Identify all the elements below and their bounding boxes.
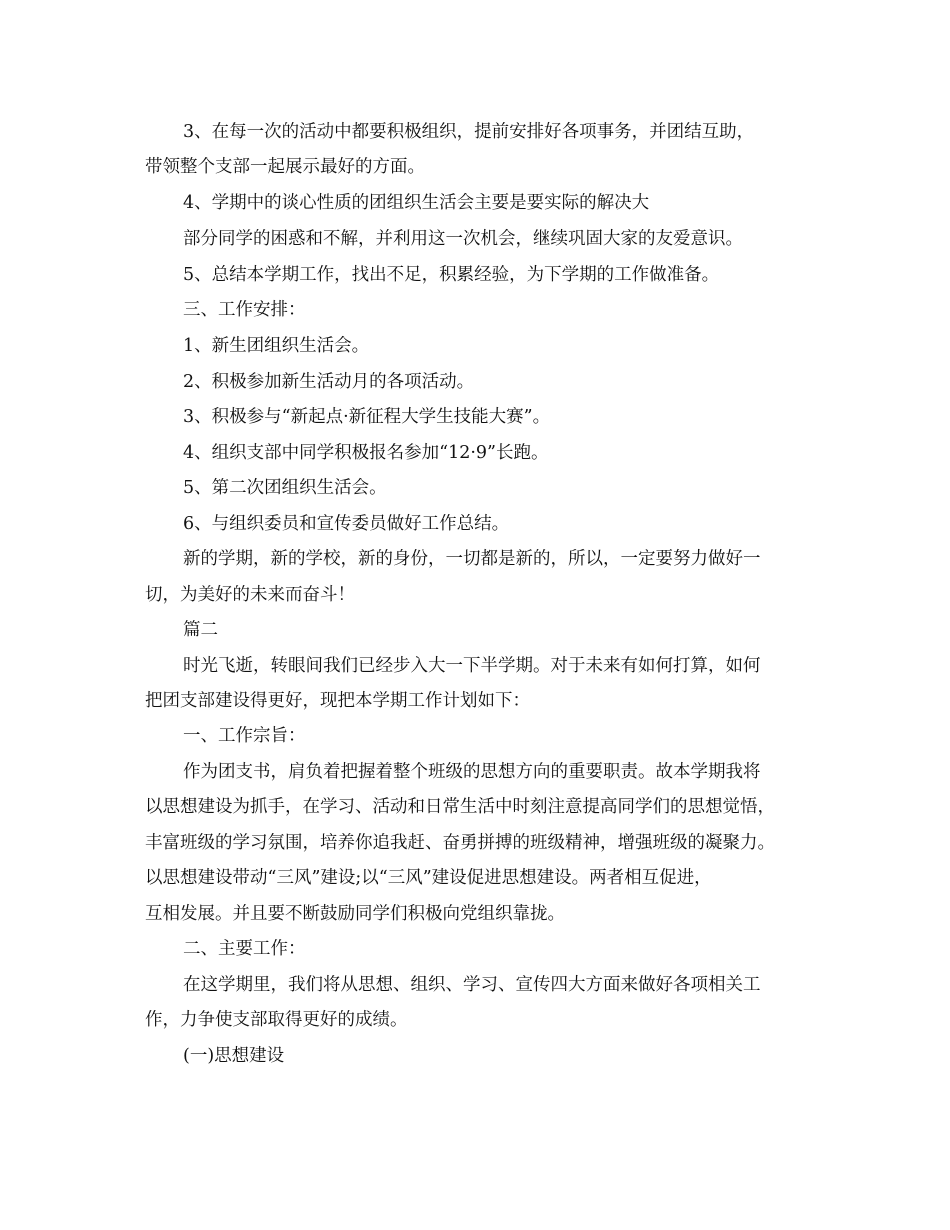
section-heading: 二、主要工作： <box>183 939 306 959</box>
section-heading: 一、工作宗旨： <box>183 726 306 746</box>
paragraph-line: 部分同学的困惑和不解，并利用这一次机会，继续巩固大家的友爱意识。 <box>183 229 743 249</box>
section-title: 篇二 <box>183 620 218 640</box>
paragraph-line: 把团支部建设得更好，现把本学期工作计划如下： <box>145 691 530 711</box>
paragraph-line: 互相发展。并且要不断鼓励同学们积极向党组织靠拢。 <box>145 904 565 924</box>
paragraph-line: 新的学期，新的学校，新的身份，一切都是新的，所以，一定要努力做好一 <box>183 549 761 569</box>
subsection-heading: (一)思想建设 <box>183 1046 285 1066</box>
paragraph-line: 作为团支书，肩负着把握着整个班级的思想方向的重要职责。故本学期我将 <box>183 762 761 782</box>
list-item: 1、新生团组织生活会。 <box>183 336 370 356</box>
paragraph-line: 在这学期里，我们将从思想、组织、学习、宣传四大方面来做好各项相关工 <box>183 975 761 995</box>
paragraph-line: 丰富班级的学习氛围，培养你追我赶、奋勇拼搏的班级精神，增强班级的凝聚力。 <box>145 833 775 853</box>
paragraph-line: 5、总结本学期工作，找出不足，积累经验，为下学期的工作做准备。 <box>183 265 720 285</box>
paragraph-line: 3、在每一次的活动中都要积极组织，提前安排好各项事务，并团结互助， <box>183 122 755 142</box>
paragraph-line: 带领整个支部一起展示最好的方面。 <box>145 157 425 177</box>
paragraph-line: 切，为美好的未来而奋斗！ <box>145 585 355 605</box>
list-item: 4、组织支部中同学积极报名参加“12·9”长跑。 <box>183 443 549 463</box>
list-item: 3、积极参与“新起点·新征程大学生技能大赛”。 <box>183 407 551 427</box>
section-heading: 三、工作安排： <box>183 300 306 320</box>
paragraph-line: 作，力争使支部取得更好的成绩。 <box>145 1010 408 1030</box>
paragraph-line: 时光飞逝，转眼间我们已经步入大一下半学期。对于未来有如何打算，如何 <box>183 656 761 676</box>
list-item: 6、与组织委员和宣传委员做好工作总结。 <box>183 514 510 534</box>
list-item: 2、积极参加新生活动月的各项活动。 <box>183 372 475 392</box>
paragraph-line: 以思想建设带动“三风”建设;以“三风”建设促进思想建设。两者相互促进， <box>145 868 712 888</box>
paragraph-line: 4、学期中的谈心性质的团组织生活会主要是要实际的解决大 <box>183 193 650 213</box>
list-item: 5、第二次团组织生活会。 <box>183 478 387 498</box>
paragraph-line: 以思想建设为抓手，在学习、活动和日常生活中时刻注意提高同学们的思想觉悟， <box>145 797 775 817</box>
